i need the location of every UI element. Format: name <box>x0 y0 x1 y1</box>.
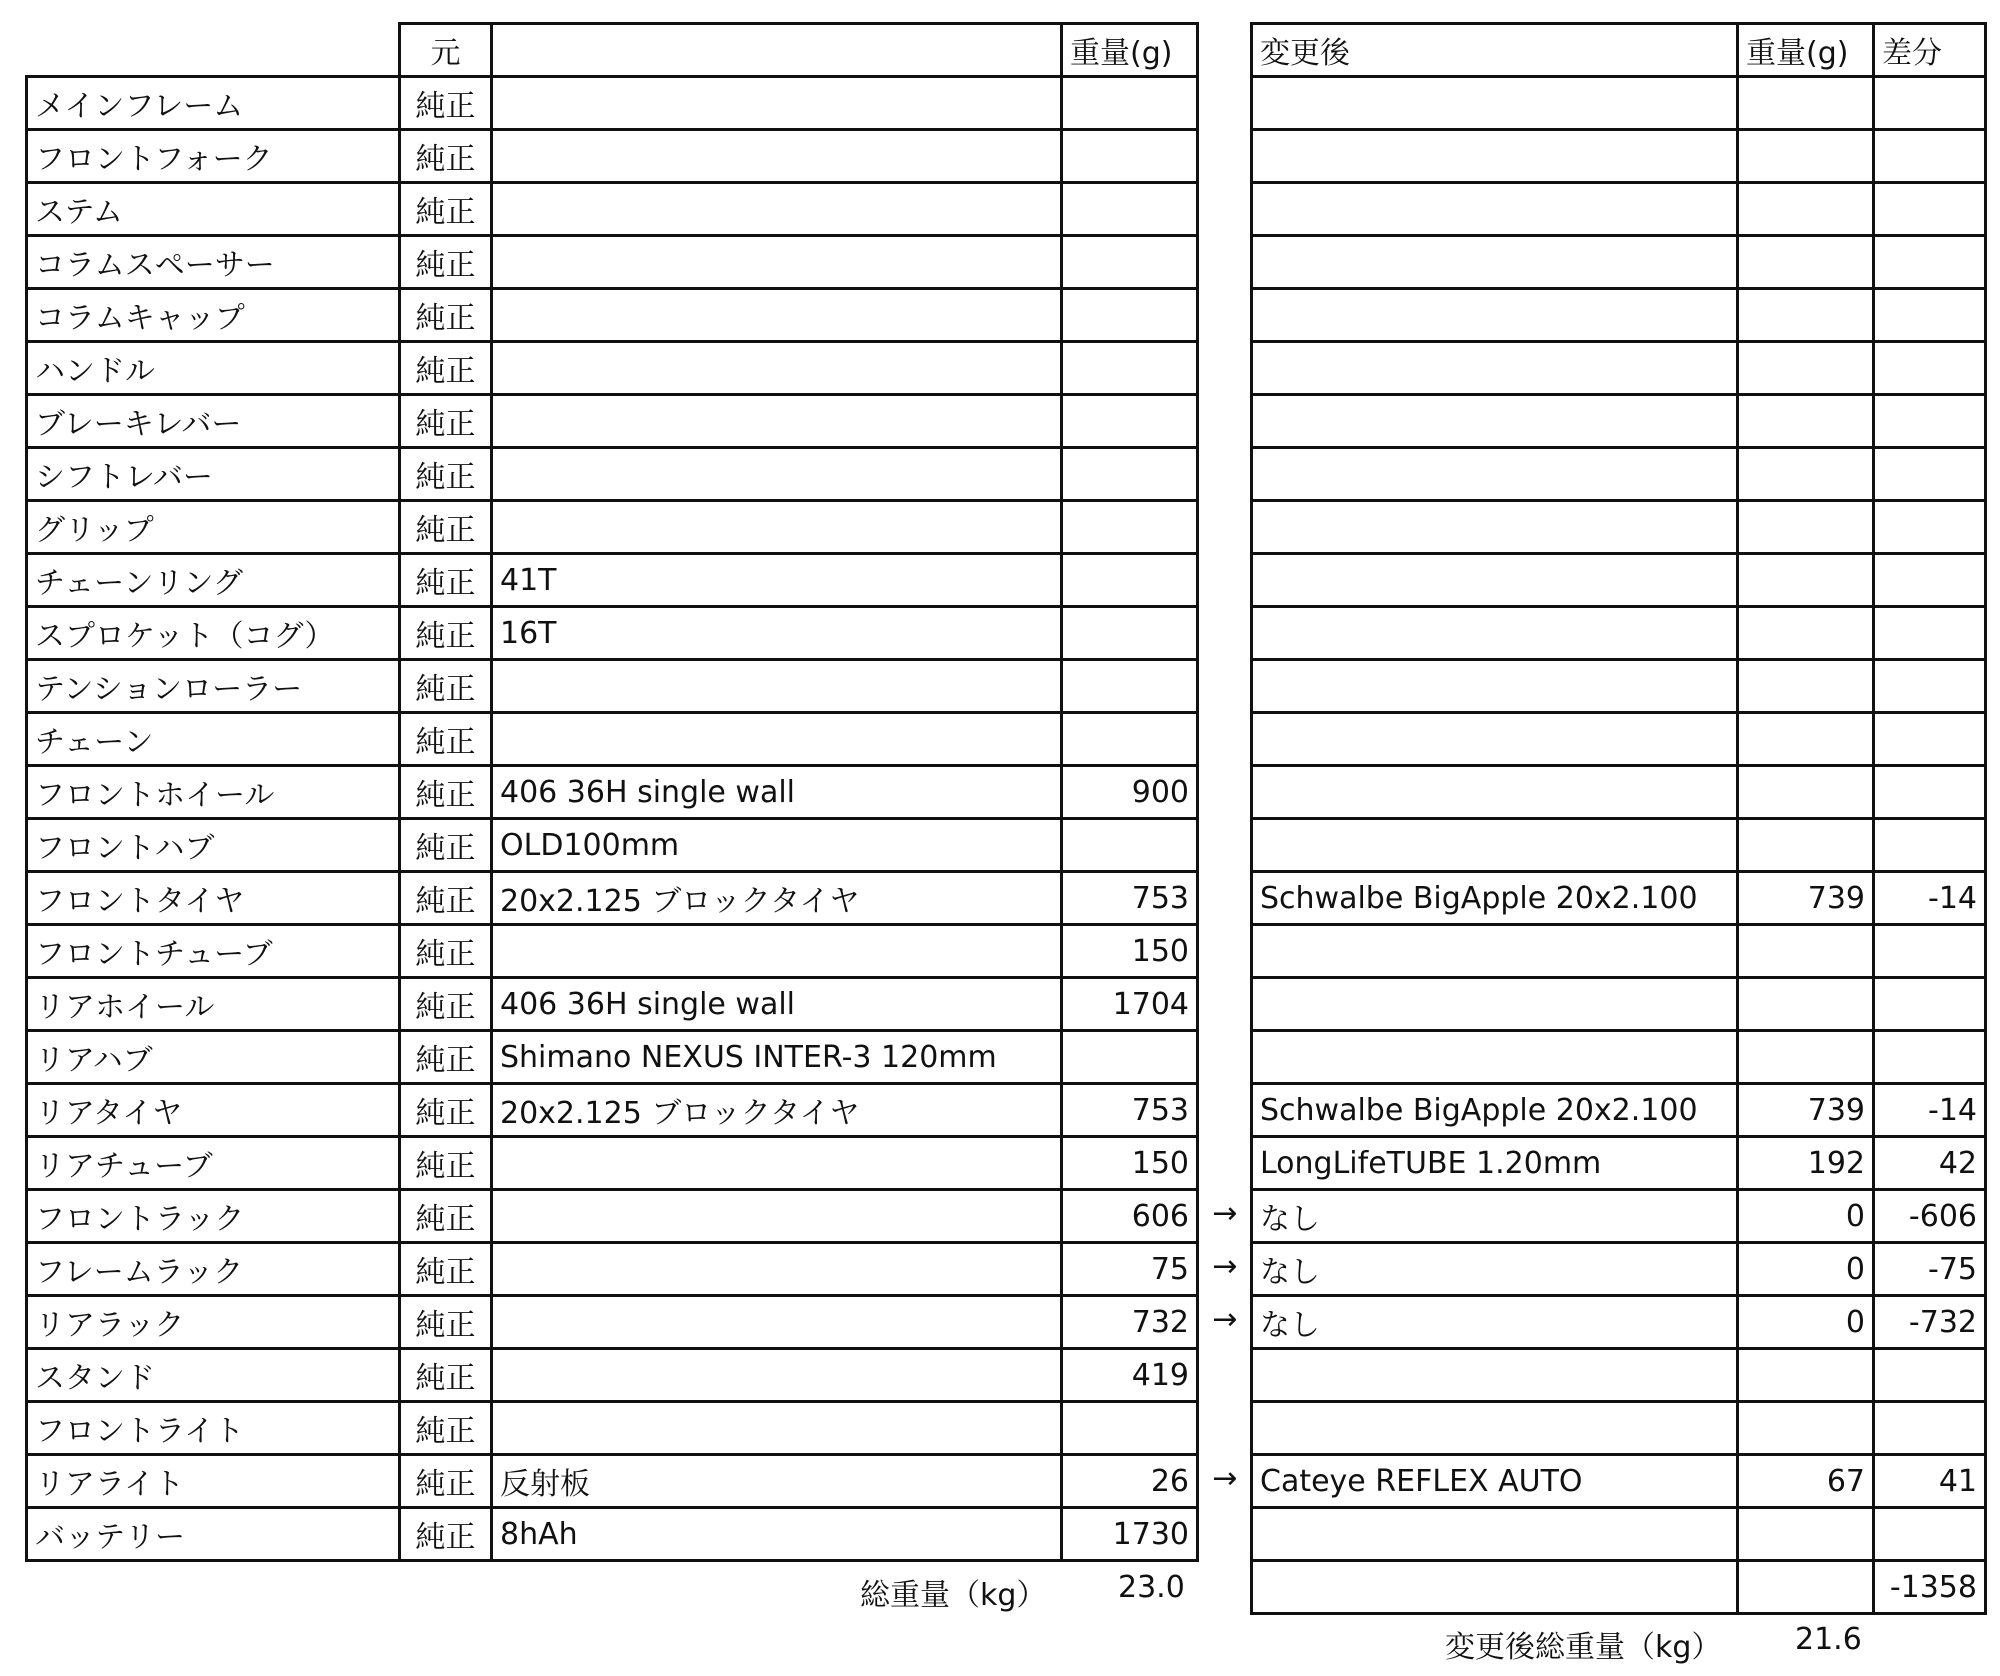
table-row <box>1252 713 1986 766</box>
changed-weight <box>1738 183 1874 236</box>
part-source: 純正 <box>400 1137 492 1190</box>
part-weight: 150 <box>1062 1137 1198 1190</box>
table-row <box>27 872 1198 925</box>
table-row <box>27 1084 1198 1137</box>
changed-weight <box>1738 607 1874 660</box>
changed-weight: 0 <box>1738 1243 1874 1296</box>
part-source: 純正 <box>400 925 492 978</box>
changed-weight: 739 <box>1738 872 1874 925</box>
part-source: 純正 <box>400 1402 492 1455</box>
part-name: フロントライト <box>27 1402 400 1455</box>
changed-header-row <box>1252 24 1986 77</box>
part-spec: 20x2.125 ブロックタイヤ <box>492 1084 1062 1137</box>
part-weight: 753 <box>1062 1084 1198 1137</box>
table-row <box>27 607 1198 660</box>
changed-diff <box>1874 289 1986 342</box>
changed-weight: 739 <box>1738 1084 1874 1137</box>
part-weight <box>1062 819 1198 872</box>
table-row <box>1252 872 1986 925</box>
part-source: 純正 <box>400 607 492 660</box>
changed-diff <box>1874 607 1986 660</box>
changed-weight <box>1738 77 1874 130</box>
part-name: フロントホイール <box>27 766 400 819</box>
part-spec <box>492 342 1062 395</box>
changed-name <box>1252 183 1738 236</box>
changed-diff: -606 <box>1874 1190 1986 1243</box>
changed-name <box>1252 607 1738 660</box>
changed-name <box>1252 660 1738 713</box>
table-row <box>27 395 1198 448</box>
changed-diff <box>1874 1031 1986 1084</box>
table-row <box>27 1455 1198 1508</box>
table-row <box>27 130 1198 183</box>
part-name: リアホイール <box>27 978 400 1031</box>
arrow-icon: → <box>1212 1249 1238 1284</box>
part-weight <box>1062 183 1198 236</box>
table-row <box>1252 819 1986 872</box>
part-spec <box>492 236 1062 289</box>
changed-name: なし <box>1252 1296 1738 1349</box>
diff-total-value: -1358 <box>1874 1561 1986 1614</box>
part-spec: Shimano NEXUS INTER-3 120mm <box>492 1031 1062 1084</box>
part-spec <box>492 1190 1062 1243</box>
changed-name <box>1252 925 1738 978</box>
part-weight <box>1062 1031 1198 1084</box>
changed-diff <box>1874 501 1986 554</box>
part-spec <box>492 77 1062 130</box>
table-row <box>1252 1031 1986 1084</box>
table-row <box>27 660 1198 713</box>
table-row <box>1252 1190 1986 1243</box>
part-name: フロントタイヤ <box>27 872 400 925</box>
part-spec: 406 36H single wall <box>492 978 1062 1031</box>
part-name: ハンドル <box>27 342 400 395</box>
part-source: 純正 <box>400 1084 492 1137</box>
total-weight-value: 23.0 <box>1118 1570 1185 1605</box>
changed-name <box>1252 289 1738 342</box>
changed-name <box>1252 819 1738 872</box>
changed-weight: 192 <box>1738 1137 1874 1190</box>
changed-weight <box>1738 236 1874 289</box>
changed-diff <box>1874 342 1986 395</box>
changed-diff <box>1874 1349 1986 1402</box>
part-weight <box>1062 501 1198 554</box>
part-name: テンションローラー <box>27 660 400 713</box>
changed-diff: -75 <box>1874 1243 1986 1296</box>
part-name: フロントフォーク <box>27 130 400 183</box>
changed-weight: 0 <box>1738 1190 1874 1243</box>
part-weight <box>1062 395 1198 448</box>
part-name: フロントラック <box>27 1190 400 1243</box>
changed-name: Schwalbe BigApple 20x2.100 <box>1252 872 1738 925</box>
changed-weight <box>1738 448 1874 501</box>
part-weight: 732 <box>1062 1296 1198 1349</box>
table-row <box>27 501 1198 554</box>
changed-name <box>1252 130 1738 183</box>
part-weight <box>1062 660 1198 713</box>
changed-weight <box>1738 395 1874 448</box>
changed-diff <box>1874 819 1986 872</box>
table-row <box>27 925 1198 978</box>
header-changed-weight: 重量(g) <box>1738 24 1874 77</box>
changed-diff <box>1874 130 1986 183</box>
part-name: スタンド <box>27 1349 400 1402</box>
part-weight <box>1062 130 1198 183</box>
table-row <box>27 713 1198 766</box>
changed-name: LongLifeTUBE 1.20mm <box>1252 1137 1738 1190</box>
changed-weight <box>1738 130 1874 183</box>
header-weight: 重量(g) <box>1062 24 1198 77</box>
table-row <box>27 1508 1198 1561</box>
changed-name <box>1252 1508 1738 1561</box>
part-name: メインフレーム <box>27 77 400 130</box>
table-row <box>1252 1349 1986 1402</box>
table-row <box>27 77 1198 130</box>
changed-name <box>1252 978 1738 1031</box>
part-source: 純正 <box>400 1508 492 1561</box>
part-source: 純正 <box>400 766 492 819</box>
part-spec <box>492 925 1062 978</box>
part-spec: 反射板 <box>492 1455 1062 1508</box>
changed-diff <box>1874 713 1986 766</box>
arrow-icon: → <box>1212 1302 1238 1337</box>
changed-name <box>1252 1402 1738 1455</box>
table-row <box>1252 289 1986 342</box>
part-source: 純正 <box>400 77 492 130</box>
part-source: 純正 <box>400 1349 492 1402</box>
part-source: 純正 <box>400 1190 492 1243</box>
changed-name <box>1252 554 1738 607</box>
part-name: リアタイヤ <box>27 1084 400 1137</box>
part-spec: 16T <box>492 607 1062 660</box>
changed-weight <box>1738 978 1874 1031</box>
changed-weight <box>1738 766 1874 819</box>
changed-weight: 67 <box>1738 1455 1874 1508</box>
part-spec <box>492 1296 1062 1349</box>
part-weight: 419 <box>1062 1349 1198 1402</box>
part-source: 純正 <box>400 1455 492 1508</box>
arrow-icon: → <box>1212 1461 1238 1496</box>
changed-diff <box>1874 183 1986 236</box>
changed-diff: 42 <box>1874 1137 1986 1190</box>
part-source: 純正 <box>400 554 492 607</box>
changed-weight <box>1738 501 1874 554</box>
part-spec: 8hAh <box>492 1508 1062 1561</box>
changed-diff: -14 <box>1874 1084 1986 1137</box>
part-spec <box>492 1243 1062 1296</box>
part-spec: OLD100mm <box>492 819 1062 872</box>
changed-name <box>1252 77 1738 130</box>
table-row <box>27 1402 1198 1455</box>
changed-diff <box>1874 978 1986 1031</box>
part-weight: 1730 <box>1062 1508 1198 1561</box>
part-source: 純正 <box>400 872 492 925</box>
changed-parts-table <box>1250 22 1987 1615</box>
part-spec <box>492 1349 1062 1402</box>
table-row <box>27 342 1198 395</box>
table-row <box>1252 1402 1986 1455</box>
part-name: リアチューブ <box>27 1137 400 1190</box>
part-source: 純正 <box>400 501 492 554</box>
changed-diff <box>1874 236 1986 289</box>
part-spec <box>492 395 1062 448</box>
changed-diff: 41 <box>1874 1455 1986 1508</box>
part-source: 純正 <box>400 448 492 501</box>
part-weight: 75 <box>1062 1243 1198 1296</box>
part-source: 純正 <box>400 342 492 395</box>
arrow-icon: → <box>1212 1196 1238 1231</box>
changed-weight: 0 <box>1738 1296 1874 1349</box>
changed-weight <box>1738 1402 1874 1455</box>
table-row <box>27 1190 1198 1243</box>
changed-diff <box>1874 448 1986 501</box>
table-row <box>1252 1296 1986 1349</box>
changed-weight <box>1738 554 1874 607</box>
part-name: グリップ <box>27 501 400 554</box>
changed-weight <box>1738 1031 1874 1084</box>
part-weight: 606 <box>1062 1190 1198 1243</box>
table-row <box>1252 395 1986 448</box>
part-weight <box>1062 713 1198 766</box>
part-source: 純正 <box>400 1031 492 1084</box>
part-spec: 20x2.125 ブロックタイヤ <box>492 872 1062 925</box>
table-row <box>27 1243 1198 1296</box>
changed-weight <box>1738 1349 1874 1402</box>
changed-diff <box>1874 925 1986 978</box>
part-spec <box>492 713 1062 766</box>
part-spec <box>492 1402 1062 1455</box>
table-row <box>27 819 1198 872</box>
part-name: チェーンリング <box>27 554 400 607</box>
changed-name: なし <box>1252 1243 1738 1296</box>
changed-weight <box>1738 713 1874 766</box>
original-header-row <box>27 24 1198 77</box>
table-row <box>27 1296 1198 1349</box>
table-row <box>1252 236 1986 289</box>
part-spec <box>492 501 1062 554</box>
part-name: フロントチューブ <box>27 925 400 978</box>
table-row <box>27 289 1198 342</box>
table-row <box>1252 183 1986 236</box>
part-source: 純正 <box>400 236 492 289</box>
part-source: 純正 <box>400 395 492 448</box>
table-row <box>1252 1243 1986 1296</box>
table-row <box>27 448 1198 501</box>
changed-name <box>1252 236 1738 289</box>
changed-diff <box>1874 660 1986 713</box>
part-source: 純正 <box>400 183 492 236</box>
table-row <box>27 978 1198 1031</box>
part-source: 純正 <box>400 1243 492 1296</box>
part-weight: 150 <box>1062 925 1198 978</box>
part-spec <box>492 130 1062 183</box>
part-name: ステム <box>27 183 400 236</box>
changed-diff <box>1874 77 1986 130</box>
part-name: リアライト <box>27 1455 400 1508</box>
part-name: チェーン <box>27 713 400 766</box>
changed-weight <box>1738 819 1874 872</box>
diff-total-blank-1 <box>1252 1561 1738 1614</box>
table-row <box>27 183 1198 236</box>
part-spec <box>492 660 1062 713</box>
table-row <box>1252 1508 1986 1561</box>
changed-diff <box>1874 1508 1986 1561</box>
changed-diff <box>1874 766 1986 819</box>
header-changed: 変更後 <box>1252 24 1738 77</box>
changed-weight <box>1738 342 1874 395</box>
part-spec <box>492 183 1062 236</box>
table-row <box>1252 448 1986 501</box>
changed-diff <box>1874 554 1986 607</box>
original-parts-table <box>25 22 1199 1562</box>
header-source: 元 <box>400 24 492 77</box>
changed-name: Schwalbe BigApple 20x2.100 <box>1252 1084 1738 1137</box>
header-spec <box>492 24 1062 77</box>
table-row <box>1252 607 1986 660</box>
table-row <box>27 1031 1198 1084</box>
part-name: リアハブ <box>27 1031 400 1084</box>
changed-total-weight-value: 21.6 <box>1795 1622 1862 1657</box>
part-source: 純正 <box>400 130 492 183</box>
part-source: 純正 <box>400 978 492 1031</box>
part-name: リアラック <box>27 1296 400 1349</box>
part-source: 純正 <box>400 289 492 342</box>
part-weight: 1704 <box>1062 978 1198 1031</box>
part-spec: 406 36H single wall <box>492 766 1062 819</box>
table-row <box>1252 1455 1986 1508</box>
part-source: 純正 <box>400 660 492 713</box>
diff-total-row <box>1252 1561 1986 1614</box>
changed-weight <box>1738 925 1874 978</box>
part-spec <box>492 448 1062 501</box>
table-row <box>1252 660 1986 713</box>
changed-name <box>1252 448 1738 501</box>
table-row <box>1252 77 1986 130</box>
changed-total-weight-label: 変更後総重量（kg） <box>1445 1630 1722 1665</box>
part-name: シフトレバー <box>27 448 400 501</box>
changed-name <box>1252 713 1738 766</box>
part-name: バッテリー <box>27 1508 400 1561</box>
table-row <box>1252 766 1986 819</box>
changed-name <box>1252 766 1738 819</box>
part-name: スプロケット（コグ） <box>27 607 400 660</box>
part-weight <box>1062 342 1198 395</box>
part-weight: 26 <box>1062 1455 1198 1508</box>
part-weight <box>1062 77 1198 130</box>
part-weight: 753 <box>1062 872 1198 925</box>
table-row <box>27 1137 1198 1190</box>
changed-name: Cateye REFLEX AUTO <box>1252 1455 1738 1508</box>
diff-total-blank-2 <box>1738 1561 1874 1614</box>
changed-name: なし <box>1252 1190 1738 1243</box>
part-weight <box>1062 554 1198 607</box>
table-row <box>1252 978 1986 1031</box>
changed-diff <box>1874 395 1986 448</box>
part-weight <box>1062 289 1198 342</box>
part-spec <box>492 1137 1062 1190</box>
part-name: コラムスペーサー <box>27 236 400 289</box>
part-name: ブレーキレバー <box>27 395 400 448</box>
part-spec <box>492 289 1062 342</box>
part-weight <box>1062 1402 1198 1455</box>
changed-name <box>1252 501 1738 554</box>
part-weight <box>1062 236 1198 289</box>
part-source: 純正 <box>400 713 492 766</box>
table-row <box>1252 925 1986 978</box>
changed-name <box>1252 1031 1738 1084</box>
changed-diff <box>1874 1402 1986 1455</box>
header-blank <box>27 24 400 77</box>
table-row <box>27 1349 1198 1402</box>
changed-weight <box>1738 1508 1874 1561</box>
changed-diff: -14 <box>1874 872 1986 925</box>
table-row <box>1252 554 1986 607</box>
part-name: フレームラック <box>27 1243 400 1296</box>
part-name: コラムキャップ <box>27 289 400 342</box>
part-name: フロントハブ <box>27 819 400 872</box>
part-weight <box>1062 607 1198 660</box>
table-row <box>27 236 1198 289</box>
table-row <box>1252 342 1986 395</box>
table-row <box>1252 1084 1986 1137</box>
table-row <box>27 554 1198 607</box>
part-weight: 900 <box>1062 766 1198 819</box>
total-weight-label: 総重量（kg） <box>860 1578 1047 1613</box>
header-diff: 差分 <box>1874 24 1986 77</box>
changed-name <box>1252 395 1738 448</box>
part-source: 純正 <box>400 819 492 872</box>
changed-name <box>1252 342 1738 395</box>
part-spec: 41T <box>492 554 1062 607</box>
changed-weight <box>1738 660 1874 713</box>
part-weight <box>1062 448 1198 501</box>
part-source: 純正 <box>400 1296 492 1349</box>
changed-diff: -732 <box>1874 1296 1986 1349</box>
changed-weight <box>1738 289 1874 342</box>
table-row <box>27 766 1198 819</box>
changed-name <box>1252 1349 1738 1402</box>
table-row <box>1252 1137 1986 1190</box>
table-row <box>1252 501 1986 554</box>
table-row <box>1252 130 1986 183</box>
